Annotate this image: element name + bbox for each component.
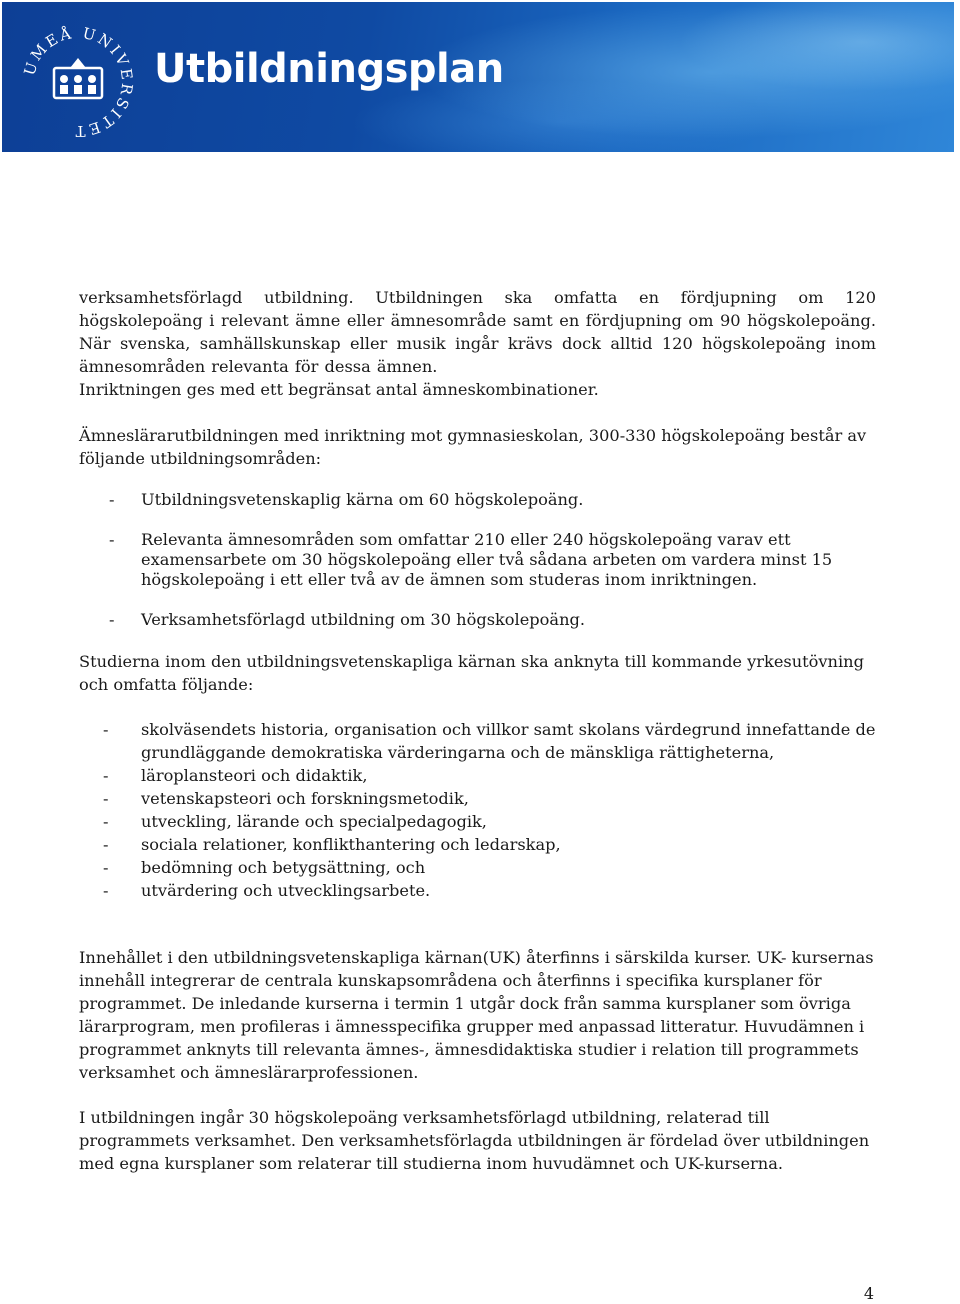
bullet-dash: - [109, 530, 115, 549]
bullet-dash: - [103, 812, 109, 831]
vfu-paragraph: I utbildningen ingår 30 högskolepoäng verksamhetsförlagd utbildning, relaterad till programmets verksamhet. Den verksamhetsförlagda utbildningen är fördelad över utbildningen med egna kursplaner som relaterar till studierna inom huvudämnet och UK-kurserna. [79, 1108, 870, 1173]
svg-text:UMEÅ UNIVERSITET: UMEÅ UNIVERSITET [20, 24, 136, 140]
bullet-dash: - [109, 610, 115, 629]
list-item: - Verksamhetsförlagd utbildning om 30 högskolepoäng. [109, 610, 586, 629]
bullet-dash: - [103, 789, 109, 808]
list-item: - skolväsendets historia, organisation och villkor samt skolans värdegrund innefattande de grundläggande demokratiska värderingarna och de mänskliga rättigheterna, [103, 720, 876, 762]
banner-title: Utbildningsplan [154, 46, 504, 92]
list-item: - vetenskapsteori och forskningsmetodik, [103, 789, 469, 808]
list-item: - Relevanta ämnesområden som omfattar 210 eller 240 högskolepoäng varav ett examensarbete om 30 högskolepoäng eller två sådana arbeten om vardera minst 15 högskolepoäng i ett eller två av de ämnen som studeras inom inriktningen. [109, 530, 833, 589]
composition-list [79, 490, 876, 630]
list-item: - sociala relationer, konflikthantering och ledarskap, [103, 835, 561, 854]
document-body [79, 286, 876, 1175]
bullet-dash: - [103, 720, 109, 739]
intro-paragraph: verksamhetsförlagd utbildning. Utbildningen ska omfatta en fördjupning om 120 högskolepoäng i relevant ämne eller ämnesområde samt en fördjupning om 90 högskolepoäng. När svenska, samhällskunskap eller musik ingår krävs dock alltid 120 högskolepoäng inom ämnesområden relevanta för dessa ämnen. [79, 288, 876, 376]
list-item: - bedömning och betygsättning, och [103, 858, 426, 877]
composition-paragraph: Ämneslärarutbildningen med inriktning mot gymnasieskolan, 300-330 högskolepoäng består av följande utbildningsområden: [79, 426, 867, 468]
core-paragraph: Studierna inom den utbildningsvetenskapliga kärnan ska anknyta till kommande yrkesutövning och omfatta följande: [79, 652, 864, 694]
university-seal-logo [20, 24, 136, 140]
list-item: - Utbildningsvetenskaplig kärna om 60 högskolepoäng. [109, 490, 584, 509]
list-item: - utveckling, lärande och specialpedagogik, [103, 812, 487, 831]
intro-note: Inriktningen ges med ett begränsat antal ämneskombinationer. [79, 380, 599, 399]
list-item: - utvärdering och utvecklingsarbete. [103, 881, 431, 900]
bullet-dash: - [103, 881, 109, 900]
bullet-dash: - [103, 835, 109, 854]
header-banner [2, 2, 954, 152]
list-item: - läroplansteori och didaktik, [103, 766, 368, 785]
bullet-dash: - [109, 490, 115, 509]
core-topics-list [79, 718, 876, 902]
page-number: 4 [863, 1284, 874, 1303]
uk-paragraph: Innehållet i den utbildningsvetenskapliga kärnan(UK) återfinns i särskilda kurser. UK- kursernas innehåll integrerar de centrala kunskapsområdena och återfinns i specifika kursplaner för programmet. De inledande kurserna i termin 1 utgår dock från samma kursplaner som övriga lärarprogram, men profileras i ämnesspecifika grupper med anpassad litteratur. Huvudämnen i programmet anknyts till relevanta ämnes-, ämnesdidaktiska studier i relation till programmets verksamhet och ämneslärarprofessionen. [79, 948, 874, 1082]
bullet-dash: - [103, 858, 109, 877]
bullet-dash: - [103, 766, 109, 785]
